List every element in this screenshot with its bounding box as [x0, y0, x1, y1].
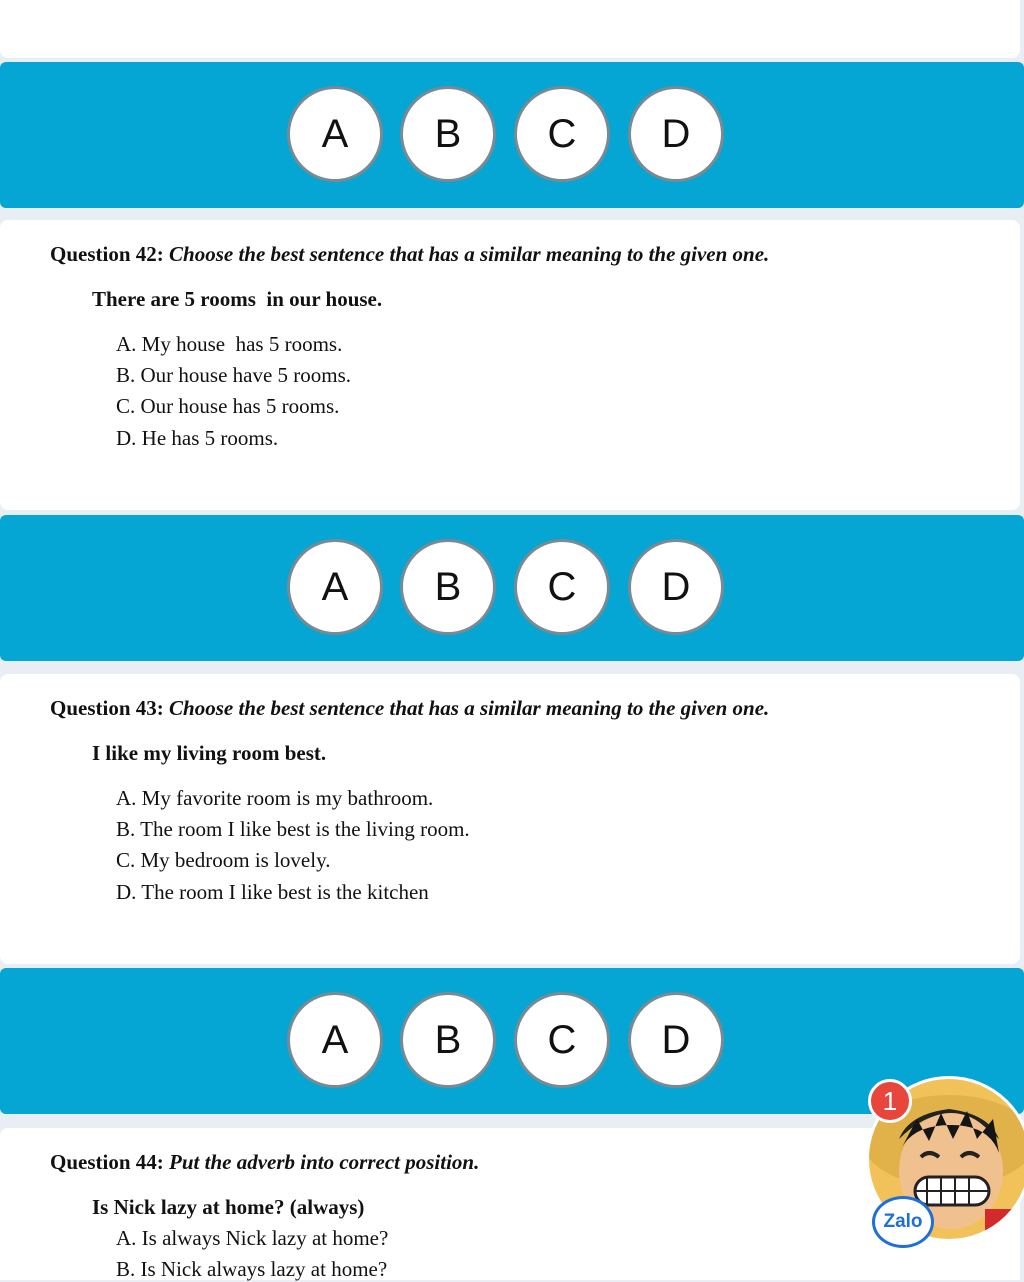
question-instruction: Choose the best sentence that has a similar meaning to the given one. — [169, 242, 770, 266]
question-instruction: Put the adverb into correct position. — [169, 1150, 480, 1174]
answer-c-button[interactable]: C — [514, 86, 610, 182]
question-heading — [50, 696, 769, 721]
given-sentence: I like my living room best. — [92, 741, 327, 765]
question-heading — [50, 242, 769, 267]
answer-a-button[interactable]: A — [287, 992, 383, 1088]
answer-a-button[interactable]: A — [287, 86, 383, 182]
answer-d-button[interactable]: D — [628, 539, 724, 635]
question-card-43 — [0, 674, 1020, 964]
option-b-text: B. Is Nick always lazy at home? — [116, 1257, 388, 1281]
card-top — [0, 0, 1020, 58]
answer-d-button[interactable]: D — [628, 992, 724, 1088]
option-a-text: A. My favorite room is my bathroom. — [116, 786, 434, 810]
option-d-text: D. He has 5 rooms. — [116, 426, 279, 450]
option-d-text: D. The room I like best is the kitchen — [116, 880, 429, 904]
question-number: Question 42: — [50, 242, 164, 266]
notification-badge: 1 — [868, 1079, 912, 1123]
answer-a-button[interactable]: A — [287, 539, 383, 635]
answer-d-button[interactable]: D — [628, 86, 724, 182]
given-sentence: Is Nick lazy at home? (always) — [92, 1195, 365, 1219]
option-b-text: B. The room I like best is the living room. — [116, 817, 470, 841]
question-card-42 — [0, 220, 1020, 510]
answer-c-button[interactable]: C — [514, 992, 610, 1088]
answer-bar-1 — [0, 62, 1024, 208]
question-number: Question 44: — [50, 1150, 164, 1174]
question-instruction: Choose the best sentence that has a similar meaning to the given one. — [169, 696, 770, 720]
given-sentence: There are 5 rooms in our house. — [92, 287, 383, 311]
option-a-text: A. My house has 5 rooms. — [116, 332, 343, 356]
question-heading — [50, 1150, 479, 1175]
question-number: Question 43: — [50, 696, 164, 720]
answer-b-button[interactable]: B — [400, 992, 496, 1088]
option-c-text: C. My bedroom is lovely. — [116, 848, 331, 872]
zalo-chat-widget[interactable] — [866, 1076, 1024, 1252]
option-b-text: B. Our house have 5 rooms. — [116, 363, 352, 387]
answer-b-button[interactable]: B — [400, 86, 496, 182]
answer-b-button[interactable]: B — [400, 539, 496, 635]
option-a-text: A. Is always Nick lazy at home? — [116, 1226, 389, 1250]
option-c-text: C. Our house has 5 rooms. — [116, 394, 340, 418]
answer-bar-2 — [0, 515, 1024, 661]
answer-c-button[interactable]: C — [514, 539, 610, 635]
zalo-logo-icon: Zalo — [872, 1196, 934, 1248]
